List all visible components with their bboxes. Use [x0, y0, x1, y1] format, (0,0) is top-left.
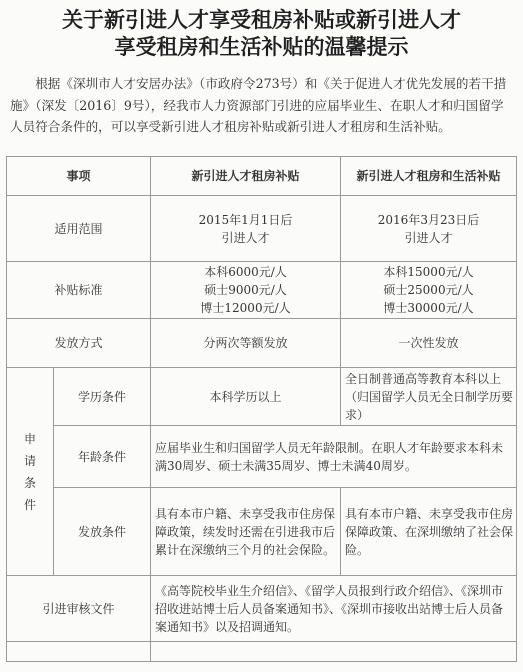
- page-title: [0, 6, 523, 60]
- standard-col1: [151, 262, 341, 319]
- age-row: [7, 426, 517, 488]
- header-item: 事项: [7, 157, 151, 196]
- scope-col2-line1: 2016年3月23日后: [377, 212, 480, 227]
- standard-col1-master: 硕士9000元/人: [204, 283, 287, 297]
- scope-row: [7, 196, 517, 262]
- standard-row: [7, 262, 517, 319]
- table-bottom-row: [7, 642, 517, 662]
- title-line-1: 关于新引进人才享受租房补贴或新引进人才: [62, 7, 461, 32]
- age-text: 应届毕业生和归国留学人员无年龄限制。在职人才年龄要求本科未满30周岁、硕士未满35周岁、博士未满40周岁。: [151, 426, 517, 488]
- scope-col1-line2: 引进人才: [221, 230, 270, 245]
- education-label: 学历条件: [54, 368, 151, 426]
- title-line-2: 享受租房和生活补贴的温馨提示: [114, 34, 409, 59]
- apply-char-3: 条: [23, 475, 36, 490]
- apply-char-4: 件: [23, 497, 36, 512]
- header-rent-living-subsidy: 新引进人才租房和生活补贴: [341, 157, 517, 196]
- scope-col1: [151, 196, 341, 262]
- review-text: 《高等院校毕业生介绍信》、《留学人员报到行政介绍信》、《深圳市招收进站博士后人员备案通知书》、《深圳市接收出站博士后人员备案通知书》以及招调通知。: [151, 576, 517, 642]
- standard-col1-doctor: 博士12000元/人: [200, 301, 291, 315]
- intro-paragraph: 根据《深圳市人才安居办法》（市政府令273号）和《关于促进人才优先发展的若干措施》（深发〔2016〕9号），经我市人力资源部门引进的应届毕业生、在职人才和归国留学人员符合条件的，可以享受新引进人才租房补贴或新引进人才租房和生活补贴。: [10, 76, 507, 134]
- review-label: 引进审核文件: [7, 576, 151, 642]
- education-col2: 全日制普通高等教育本科以上（归国留学人员无全日制学历要求）: [341, 368, 517, 426]
- payment-col2: 一次性发放: [341, 319, 517, 368]
- scope-col2-line2: 引进人才: [404, 230, 453, 245]
- standard-label: 补贴标准: [7, 262, 151, 319]
- review-row: [7, 576, 517, 642]
- payment-row: [7, 319, 517, 368]
- header-rent-subsidy: 新引进人才租房补贴: [151, 157, 341, 196]
- education-row: [7, 368, 517, 426]
- education-col1: 本科学历以上: [151, 368, 341, 426]
- apply-char-1: 申: [23, 431, 36, 446]
- standard-col2-master: 硕士25000元/人: [383, 283, 474, 297]
- payment-condition-col2: 具有本市户籍、未享受我市住房保障政策、在深圳缴纳了社会保险。: [341, 488, 517, 576]
- payment-condition-col1: 具有本市户籍、未享受我市住房保障政策，续发时还需在引进我市后累计在深缴纳三个月的社会保险。: [151, 488, 341, 576]
- age-label: 年龄条件: [54, 426, 151, 488]
- bottom-cell-right: [151, 642, 517, 662]
- payment-col1: 分两次等额发放: [151, 319, 341, 368]
- standard-col1-bachelor: 本科6000元/人: [204, 265, 287, 279]
- subsidy-table: [6, 156, 517, 662]
- apply-char-2: 请: [23, 453, 36, 468]
- scope-label: 适用范围: [7, 196, 151, 262]
- bottom-cell-left: [7, 642, 151, 662]
- standard-col2-bachelor: 本科15000元/人: [383, 265, 474, 279]
- scope-col2: [341, 196, 517, 262]
- standard-col2-doctor: 博士30000元/人: [383, 301, 474, 315]
- apply-conditions-label: [7, 368, 54, 576]
- scope-col1-line1: 2015年1月1日后: [198, 212, 293, 227]
- standard-col2: [341, 262, 517, 319]
- payment-condition-label: 发放条件: [54, 488, 151, 576]
- table-header-row: [7, 157, 517, 196]
- payment-label: 发放方式: [7, 319, 151, 368]
- payment-condition-row: [7, 488, 517, 576]
